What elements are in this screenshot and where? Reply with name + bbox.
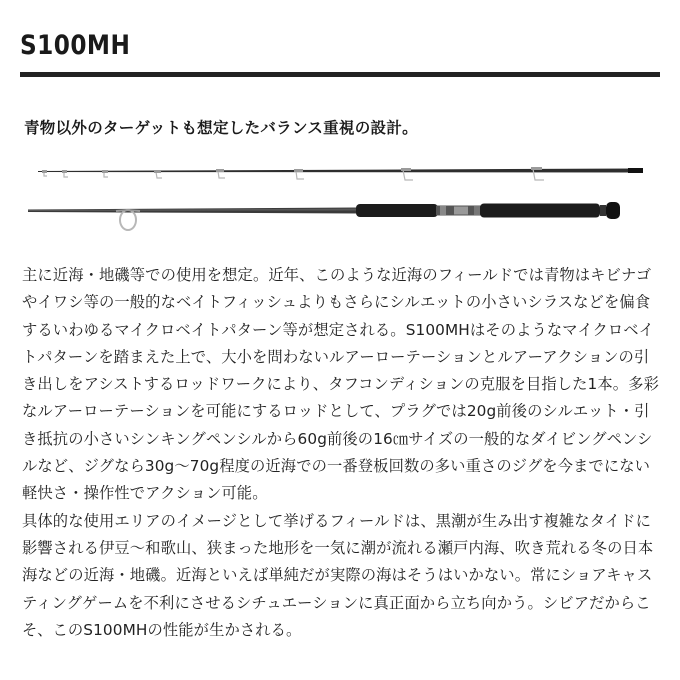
rod-butt-section [28,202,620,230]
title-divider [20,72,660,77]
description-paragraph-2: 具体的な使用エリアのイメージとして挙げるフィールドは、黒潮が生み出す複雑なタイドに影響される伊豆～和歌山、狭まった地形を一気に潮が流れる瀬戸内海、吹き荒れる冬の日本海などの近海・地磯。近海といえば単純だが実際の海はそうはいかない。常にショアキャスティングゲームを不利にさせるシチュエーションに真正面から立ち向かう。シビアだからこそ、このS100MHの性能が生かされる。 [22,511,654,639]
fishing-rod-illustration [28,158,648,233]
description-paragraph-1: 主に近海・地磯等での使用を想定。近年、このような近海のフィールドでは青物はキビナゴやイワシ等の一般的なベイトフィッシュよりもさらにシルエットの小さいシラスなどを偏食するいわゆるマイクロベイトパターン等が想定される。S100MHはそのようなマイクロベイトパターンを踏まえた上で、大小を問わないルアーローテーションとルアーアクションの引き出しをアシストするロッドワークにより、タフコンディションの克服を目指した1本。多彩なルアーローテーションを可能にするロッドとして、プラグでは20g前後のシルエット・引き抵抗の小さいシンキングペンシルから60g前後の16㎝サイズの一般的なダイビングペンシルなど、ジグなら30g～70g程度の近海での一番登板回数の多い重さのジグを今までにない軽快さ・操作性でアクション可能。 [22,266,659,503]
page-title: S100MH [20,30,131,61]
rod-tip-section [38,167,643,180]
product-tagline: 青物以外のターゲットも想定したバランス重視の設計。 [24,119,418,137]
product-description [22,262,664,644]
